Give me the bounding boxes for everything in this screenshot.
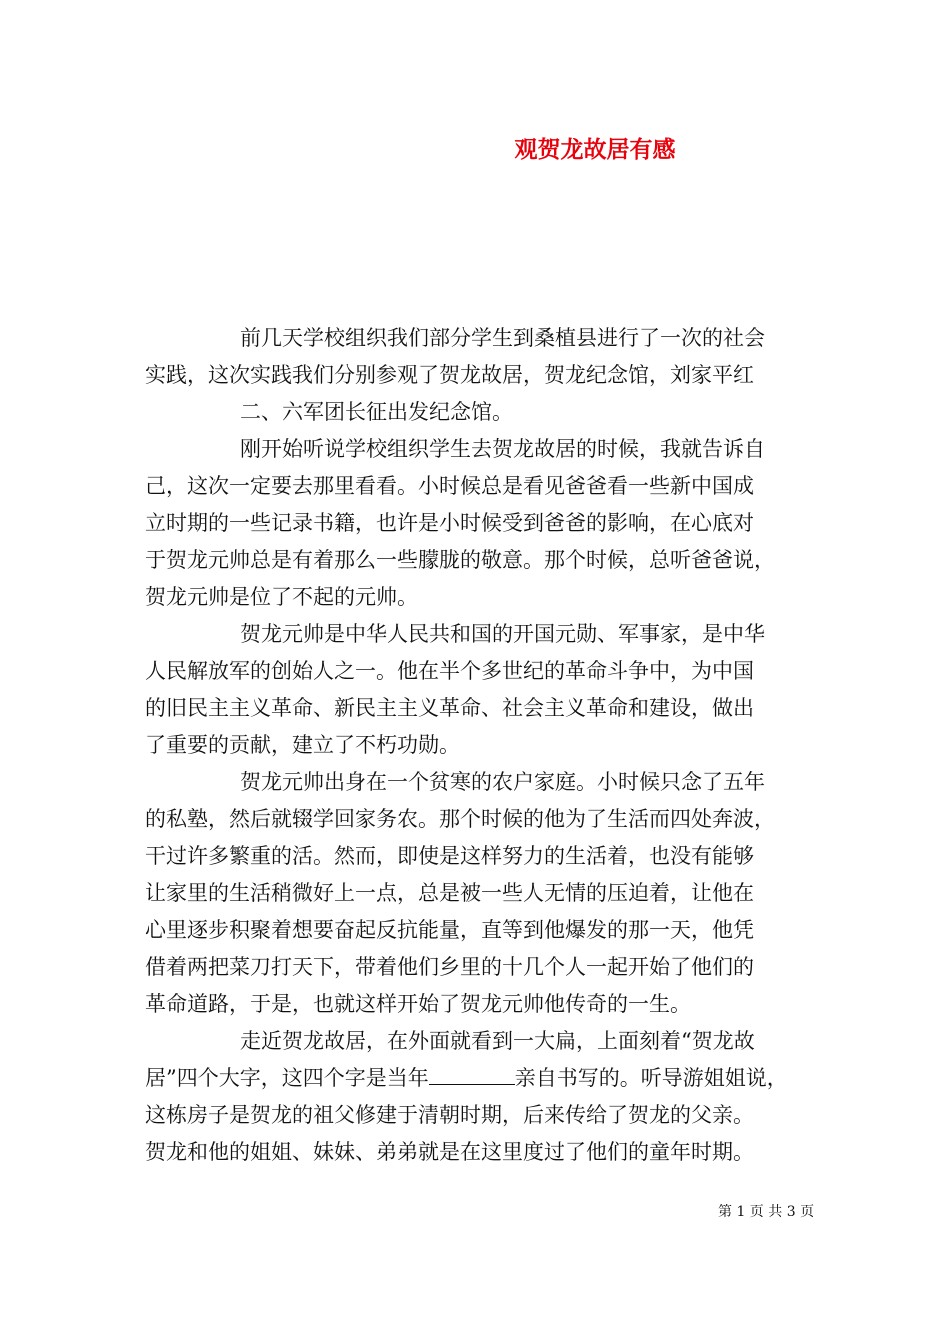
text-segment: 居”四个大字，这四个字是当年 bbox=[145, 1066, 429, 1090]
paragraph-5 bbox=[145, 1023, 825, 1171]
text-segment: 亲自书写的。听导游姐姐说， bbox=[514, 1066, 788, 1090]
paragraph-4 bbox=[145, 764, 825, 1023]
text-line: 走近贺龙故居，在外面就看到一大扁，上面刻着“贺龙故 bbox=[240, 1029, 755, 1053]
page-number-footer: 第 1 页 共 3 页 bbox=[718, 1204, 815, 1220]
text-line: 立时期的一些记录书籍，也许是小时候受到爸爸的影响，在心底对 bbox=[145, 511, 754, 535]
text-line: 了重要的贡献，建立了不朽功勋。 bbox=[145, 733, 460, 757]
fill-in-blank bbox=[429, 1062, 515, 1085]
text-line: 革命道路，于是，也就这样开始了贺龙元帅他传奇的一生。 bbox=[145, 992, 691, 1016]
text-line: 贺龙和他的姐姐、妹妹、弟弟就是在这里度过了他们的童年时期。 bbox=[145, 1140, 754, 1164]
text-line: 的私塾，然后就辍学回家务农。那个时候的他为了生活而四处奔波， bbox=[145, 807, 775, 831]
text-line: 让家里的生活稍微好上一点，总是被一些人无情的压迫着，让他在 bbox=[145, 881, 754, 905]
text-line: 于贺龙元帅总是有着那么一些朦胧的敬意。那个时候，总听爸爸说， bbox=[145, 548, 775, 572]
text-line: 干过许多繁重的活。然而，即使是这样努力的生活着，也没有能够 bbox=[145, 844, 754, 868]
text-line: 贺龙元帅是位了不起的元帅。 bbox=[145, 585, 418, 609]
paragraph-1 bbox=[145, 320, 825, 431]
text-line: 实践，这次实践我们分别参观了贺龙故居，贺龙纪念馆，刘家平红 bbox=[145, 363, 754, 387]
text-line-with-blank bbox=[145, 1060, 825, 1097]
text-line: 心里逐步积聚着想要奋起反抗能量，直等到他爆发的那一天，他凭 bbox=[145, 918, 754, 942]
text-line: 这栋房子是贺龙的祖父修建于清朝时期，后来传给了贺龙的父亲。 bbox=[145, 1103, 754, 1127]
text-line: 二、六军团长征出发纪念馆。 bbox=[240, 400, 513, 424]
paragraph-2 bbox=[145, 431, 825, 616]
body-text bbox=[145, 320, 825, 1171]
text-line: 前几天学校组织我们部分学生到桑植县进行了一次的社会 bbox=[240, 326, 765, 350]
text-line: 人民解放军的创始人之一。他在半个多世纪的革命斗争中，为中国 bbox=[145, 659, 754, 683]
page-title: 观贺龙故居有感 bbox=[514, 136, 676, 163]
text-line: 贺龙元帅出身在一个贫寒的农户家庭。小时候只念了五年 bbox=[240, 770, 765, 794]
text-line: 贺龙元帅是中华人民共和国的开国元勋、军事家，是中华 bbox=[240, 622, 765, 646]
text-line: 借着两把菜刀打天下，带着他们乡里的十几个人一起开始了他们的 bbox=[145, 955, 754, 979]
text-line: 刚开始听说学校组织学生去贺龙故居的时候，我就告诉自 bbox=[240, 437, 765, 461]
text-line: 的旧民主主义革命、新民主主义革命、社会主义革命和建设，做出 bbox=[145, 696, 754, 720]
paragraph-3 bbox=[145, 616, 825, 764]
text-line: 己，这次一定要去那里看看。小时候总是看见爸爸看一些新中国成 bbox=[145, 474, 754, 498]
